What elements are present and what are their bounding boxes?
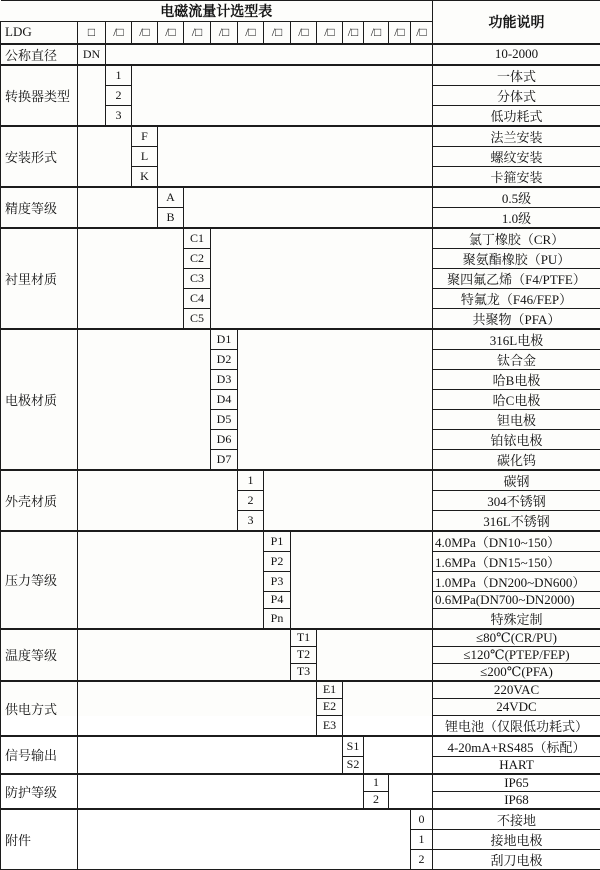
code-cell: D6 bbox=[211, 429, 238, 449]
description-cell: 不接地 bbox=[433, 809, 600, 830]
category-label-pressure-rating: 压力等级 bbox=[1, 531, 78, 629]
category-label-installation-type: 安装形式 bbox=[1, 126, 78, 187]
blank-cell bbox=[78, 531, 264, 629]
blank-cell bbox=[132, 65, 433, 126]
category-label-temperature-rating: 温度等级 bbox=[1, 629, 78, 681]
blank-cell bbox=[184, 187, 433, 228]
blank-cell bbox=[78, 65, 106, 126]
code-cell: T2 bbox=[291, 646, 317, 663]
code-cell: A bbox=[158, 187, 184, 208]
model-slot-cell: /□ bbox=[106, 22, 132, 44]
description-cell: 共聚物（PFA） bbox=[433, 308, 600, 329]
description-cell: ≤200℃(PFA) bbox=[433, 663, 600, 681]
description-cell: 4-20mA+RS485（标配） bbox=[433, 736, 600, 757]
description-cell: 螺纹安装 bbox=[433, 146, 600, 166]
description-cell: 316L不锈钢 bbox=[433, 510, 600, 531]
function-column-header: 功能说明 bbox=[433, 1, 600, 44]
model-slot-cell: /□ bbox=[132, 22, 158, 44]
section-signal-output-row bbox=[1, 736, 600, 757]
description-cell: 碳化钨 bbox=[433, 449, 600, 470]
model-slot-cell: /□ bbox=[317, 22, 343, 44]
code-cell: D5 bbox=[211, 409, 238, 429]
category-label-housing-material: 外壳材质 bbox=[1, 470, 78, 531]
description-cell: IP65 bbox=[433, 774, 600, 792]
category-label-electrode-material: 电极材质 bbox=[1, 329, 78, 470]
code-cell: 2 bbox=[238, 490, 264, 510]
description-cell: 卡箍安装 bbox=[433, 166, 600, 187]
blank-cell bbox=[211, 228, 433, 329]
model-slot-cell: /□ bbox=[389, 22, 411, 44]
code-cell: 1 bbox=[106, 65, 132, 86]
section-accuracy-class-row bbox=[1, 187, 600, 208]
section-temperature-rating-row bbox=[1, 629, 600, 647]
description-cell: 哈B电极 bbox=[433, 369, 600, 389]
description-cell: 钽电极 bbox=[433, 409, 600, 429]
section-electrode-material-row bbox=[1, 329, 600, 350]
section-installation-type-row bbox=[1, 126, 600, 147]
model-slot-cell: /□ bbox=[343, 22, 364, 44]
code-cell: C4 bbox=[184, 288, 211, 308]
blank-cell bbox=[78, 809, 411, 870]
code-cell: 1 bbox=[364, 774, 389, 792]
section-housing-material-row bbox=[1, 470, 600, 491]
section-protection-rating-row bbox=[1, 774, 600, 792]
blank-cell bbox=[238, 329, 433, 470]
code-cell: E3 bbox=[317, 715, 343, 736]
description-cell: 316L电极 bbox=[433, 329, 600, 350]
blank-cell bbox=[78, 187, 158, 228]
blank-cell bbox=[106, 44, 433, 65]
category-label-signal-output: 信号输出 bbox=[1, 736, 78, 774]
code-cell: 2 bbox=[364, 791, 389, 809]
code-cell: C5 bbox=[184, 308, 211, 329]
model-slot-cell: /□ bbox=[364, 22, 389, 44]
code-cell: T1 bbox=[291, 629, 317, 647]
code-cell: D2 bbox=[211, 349, 238, 369]
code-cell: P1 bbox=[264, 531, 291, 552]
code-cell: P3 bbox=[264, 571, 291, 591]
description-cell: ≤120℃(PTEP/FEP) bbox=[433, 646, 600, 663]
code-cell: C1 bbox=[184, 228, 211, 249]
code-cell: E1 bbox=[317, 681, 343, 699]
description-cell: 分体式 bbox=[433, 85, 600, 105]
blank-cell bbox=[78, 470, 238, 531]
description-cell: 1.0级 bbox=[433, 207, 600, 228]
description-cell: 1.6MPa（DN15~150） bbox=[433, 551, 600, 571]
page-title: 电磁流量计选型表 bbox=[1, 1, 433, 22]
code-cell: L bbox=[132, 146, 158, 166]
model-slot-cell: /□ bbox=[184, 22, 211, 44]
code-cell: 3 bbox=[238, 510, 264, 531]
blank-cell bbox=[78, 126, 132, 187]
description-cell: 0.6MPa(DN700~DN2000) bbox=[433, 591, 600, 608]
category-label-liner-material: 衬里材质 bbox=[1, 228, 78, 329]
description-cell: 0.5级 bbox=[433, 187, 600, 208]
code-cell: D4 bbox=[211, 389, 238, 409]
blank-cell bbox=[343, 681, 433, 736]
code-cell: D1 bbox=[211, 329, 238, 350]
blank-cell bbox=[78, 681, 317, 736]
code-cell: K bbox=[132, 166, 158, 187]
blank-cell bbox=[78, 228, 184, 329]
description-cell: 一体式 bbox=[433, 65, 600, 86]
description-cell: 220VAC bbox=[433, 681, 600, 699]
model-slot-cell: /□ bbox=[211, 22, 238, 44]
title-row bbox=[1, 1, 600, 22]
code-cell: D3 bbox=[211, 369, 238, 389]
code-cell: DN bbox=[78, 44, 106, 65]
code-cell: C2 bbox=[184, 248, 211, 268]
model-box-cell: □ bbox=[78, 22, 106, 44]
blank-cell bbox=[78, 774, 364, 809]
code-cell: 3 bbox=[106, 105, 132, 126]
code-cell: E2 bbox=[317, 698, 343, 715]
code-cell: 1 bbox=[238, 470, 264, 491]
code-cell: S2 bbox=[343, 756, 364, 774]
description-cell: 接地电极 bbox=[433, 829, 600, 849]
category-label-nominal-diameter: 公称直径 bbox=[1, 44, 78, 65]
description-cell: IP68 bbox=[433, 791, 600, 809]
description-cell: 氯丁橡胶（CR） bbox=[433, 228, 600, 249]
description-cell: 10-2000 bbox=[433, 44, 600, 65]
blank-cell bbox=[264, 470, 433, 531]
description-cell: 锂电池（仅限低功耗式） bbox=[433, 715, 600, 736]
code-cell: T3 bbox=[291, 663, 317, 681]
code-cell: B bbox=[158, 207, 184, 228]
blank-cell bbox=[291, 531, 433, 629]
model-slot-cell: /□ bbox=[411, 22, 433, 44]
blank-cell bbox=[78, 329, 211, 470]
code-cell: 1 bbox=[411, 829, 433, 849]
code-cell: C3 bbox=[184, 268, 211, 288]
description-cell: 铂铱电极 bbox=[433, 429, 600, 449]
category-label-accuracy-class: 精度等级 bbox=[1, 187, 78, 228]
description-cell: HART bbox=[433, 756, 600, 774]
description-cell: 聚氨酯橡胶（PU） bbox=[433, 248, 600, 268]
code-cell: 0 bbox=[411, 809, 433, 830]
section-accessories-row bbox=[1, 809, 600, 830]
description-cell: 哈C电极 bbox=[433, 389, 600, 409]
blank-cell bbox=[78, 736, 343, 774]
category-label-accessories: 附件 bbox=[1, 809, 78, 870]
code-cell: S1 bbox=[343, 736, 364, 757]
code-cell: P4 bbox=[264, 591, 291, 608]
section-converter-type-row bbox=[1, 65, 600, 86]
section-pressure-rating-row bbox=[1, 531, 600, 552]
blank-cell bbox=[78, 629, 291, 681]
category-label-protection-rating: 防护等级 bbox=[1, 774, 78, 809]
description-cell: 碳钢 bbox=[433, 470, 600, 491]
code-cell: D7 bbox=[211, 449, 238, 470]
blank-cell bbox=[389, 774, 433, 809]
blank-cell bbox=[317, 629, 433, 681]
category-label-power-supply: 供电方式 bbox=[1, 681, 78, 736]
model-slot-cell: /□ bbox=[158, 22, 184, 44]
description-cell: 法兰安装 bbox=[433, 126, 600, 147]
model-slot-cell: /□ bbox=[291, 22, 317, 44]
nominal-diameter-row bbox=[1, 44, 600, 65]
description-cell: 低功耗式 bbox=[433, 105, 600, 126]
description-cell: 特殊定制 bbox=[433, 608, 600, 629]
description-cell: 聚四氟乙烯（F4/PTFE） bbox=[433, 268, 600, 288]
description-cell: 刮刀电极 bbox=[433, 849, 600, 869]
description-cell: 4.0MPa（DN10~150） bbox=[433, 531, 600, 552]
code-cell: Pn bbox=[264, 608, 291, 629]
blank-cell bbox=[364, 736, 433, 774]
section-power-supply-row bbox=[1, 681, 600, 699]
description-cell: ≤80℃(CR/PU) bbox=[433, 629, 600, 647]
model-slot-cell: /□ bbox=[238, 22, 264, 44]
section-liner-material-row bbox=[1, 228, 600, 249]
code-cell: F bbox=[132, 126, 158, 147]
description-cell: 钛合金 bbox=[433, 349, 600, 369]
code-cell: 2 bbox=[106, 85, 132, 105]
description-cell: 特氟龙（F46/FEP） bbox=[433, 288, 600, 308]
category-label-converter-type: 转换器类型 bbox=[1, 65, 78, 126]
description-cell: 1.0MPa（DN200~DN600） bbox=[433, 571, 600, 591]
model-slot-cell: /□ bbox=[264, 22, 291, 44]
description-cell: 304不锈钢 bbox=[433, 490, 600, 510]
model-prefix: LDG bbox=[1, 22, 78, 44]
description-cell: 24VDC bbox=[433, 698, 600, 715]
code-cell: 2 bbox=[411, 849, 433, 869]
blank-cell bbox=[158, 126, 433, 187]
code-cell: P2 bbox=[264, 551, 291, 571]
